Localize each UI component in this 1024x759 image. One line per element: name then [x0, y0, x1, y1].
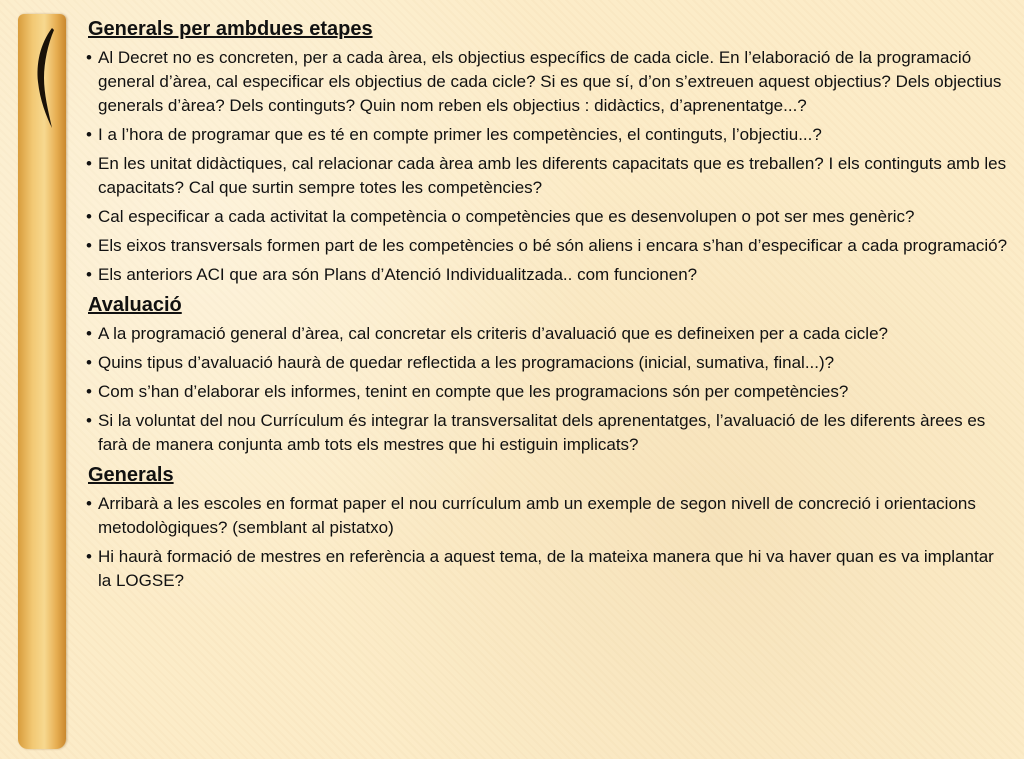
bullet-icon: •: [86, 48, 92, 67]
list-item: • Els eixos transversals formen part de les competències o bé són aliens i encara s’han d’especificar a cada programació?: [86, 234, 1011, 258]
section-title-generals-ambdues-etapes: Generals per ambdues etapes: [88, 18, 373, 40]
list-item: • Els anteriors ACI que ara són Plans d’Atenció Individualitzada.. com funcionen?: [86, 263, 1011, 287]
list-item: • Com s’han d’elaborar els informes, tenint en compte que les programacions són per competències?: [86, 380, 1011, 404]
bullet-icon: •: [86, 125, 92, 144]
list-item: • Quins tipus d’avaluació haurà de quedar reflectida a les programacions (inicial, sumativa, final...)?: [86, 351, 1011, 375]
bullet-icon: •: [86, 324, 92, 343]
list-item: • En les unitat didàctiques, cal relacionar cada àrea amb les diferents capacitats que es treballen? I els continguts amb les capacitats? Cal que surtin sempre totes les competències?: [86, 154, 1007, 197]
bullet-icon: •: [86, 154, 92, 173]
bullet-icon: •: [86, 411, 92, 430]
bullet-icon: •: [86, 382, 92, 401]
bullet-icon: •: [86, 207, 92, 226]
list-item: • A la programació general d’àrea, cal concretar els criteris d’avaluació que es defineixen per a cada cicle?: [86, 322, 1011, 346]
slide-content: [86, 12, 1011, 598]
list-item: • Al Decret no es concreten, per a cada àrea, els objectius específics de cada cicle. En l’elaboració de la programació general d’àrea, cal especificar els objectius de cada cicle? Si es que sí, d’on s’extreuen aquest objectius? Dels objectius generals d’àrea? Dels continguts? Quin nom reben els objectius : didàctics, d’aprenentatge...?: [86, 48, 1002, 115]
bullet-icon: •: [86, 547, 92, 566]
list-item: • Si la voluntat del nou Currículum és integrar la transversalitat dels aprenentatges, l’avaluació de les diferents àrees es farà de manera conjunta amb tots els mestres que hi estiguin implicats?: [86, 411, 986, 454]
question-list-generals: [86, 492, 1011, 593]
bullet-icon: •: [86, 353, 92, 372]
section-title-generals: Generals: [88, 464, 174, 486]
list-item: • Hi haurà formació de mestres en referència a aquest tema, de la mateixa manera que hi va haver quan es va implantar la LOGSE?: [86, 547, 994, 590]
list-item: • Arribarà a les escoles en format paper el nou currículum amb un exemple de segon nivell de concreció i orientacions metodològiques? (semblant al pistatxo): [86, 494, 976, 537]
question-list-avaluacio: [86, 322, 1011, 457]
scroll-curl-icon: [32, 24, 56, 132]
question-list-generals-ambdues-etapes: [86, 46, 1011, 287]
bullet-icon: •: [86, 236, 92, 255]
list-item: • I a l’hora de programar que es té en compte primer les competències, el continguts, l’objectiu...?: [86, 123, 1011, 147]
bullet-icon: •: [86, 265, 92, 284]
section-title-avaluacio: Avaluació: [88, 294, 182, 316]
bullet-icon: •: [86, 494, 92, 513]
list-item: • Cal especificar a cada activitat la competència o competències que es desenvolupen o pot ser mes genèric?: [86, 205, 1011, 229]
